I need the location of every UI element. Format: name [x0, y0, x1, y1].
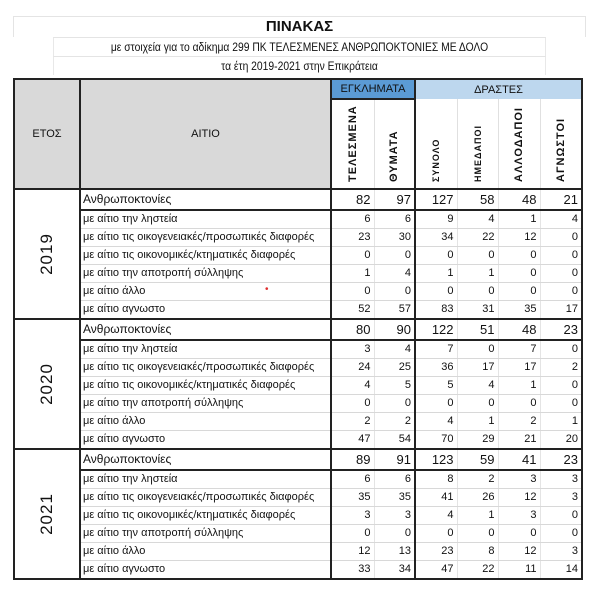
- table-row: [14, 247, 582, 265]
- value-cell: 89: [331, 449, 374, 470]
- table-row: [14, 301, 582, 320]
- table-row: [14, 525, 582, 543]
- value-cell: 47: [415, 561, 457, 580]
- value-cell: 6: [374, 470, 415, 489]
- value-cell: 0: [374, 525, 415, 543]
- cause-cell: Ανθρωποκτονίες: [80, 449, 331, 470]
- value-cell: 0: [498, 247, 540, 265]
- value-cell: 3: [540, 489, 582, 507]
- table-row: [14, 489, 582, 507]
- value-cell: 122: [415, 319, 457, 340]
- value-cell: 1: [498, 210, 540, 229]
- value-cell: 30: [374, 229, 415, 247]
- table-row: [14, 395, 582, 413]
- value-cell: 13: [374, 543, 415, 561]
- value-cell: 83: [415, 301, 457, 320]
- value-cell: 1: [540, 413, 582, 431]
- value-cell: 1: [457, 265, 498, 283]
- value-cell: 6: [331, 210, 374, 229]
- value-cell: 82: [331, 189, 374, 210]
- value-cell: 31: [457, 301, 498, 320]
- value-cell: 23: [331, 229, 374, 247]
- value-cell: 57: [374, 301, 415, 320]
- value-cell: 90: [374, 319, 415, 340]
- value-cell: 22: [457, 561, 498, 580]
- value-cell: 0: [540, 247, 582, 265]
- cause-cell: με αίτιο άλλο: [80, 283, 331, 301]
- value-cell: 2: [331, 413, 374, 431]
- value-cell: 21: [540, 189, 582, 210]
- value-cell: 17: [540, 301, 582, 320]
- table-row: [14, 543, 582, 561]
- table-title: ΠΙΝΑΚΑΣ: [13, 16, 586, 37]
- header-foreigners: ΑΛΛΟΔΑΠΟΙ: [498, 99, 540, 189]
- red-dot-mark: •: [265, 284, 269, 295]
- value-cell: 1: [498, 377, 540, 395]
- value-cell: 0: [415, 525, 457, 543]
- year-label: 2019: [36, 233, 56, 275]
- value-cell: 91: [374, 449, 415, 470]
- value-cell: 3: [374, 507, 415, 525]
- value-cell: 1: [415, 265, 457, 283]
- value-cell: 0: [457, 283, 498, 301]
- header-victims: ΘΥΜΑΤΑ: [374, 99, 415, 189]
- cause-cell: με αίτιο την αποτροπή σύλληψης: [80, 395, 331, 413]
- value-cell: 34: [415, 229, 457, 247]
- value-cell: 0: [457, 247, 498, 265]
- value-cell: 7: [415, 340, 457, 359]
- table-row: [14, 377, 582, 395]
- value-cell: 0: [457, 340, 498, 359]
- value-cell: 20: [540, 431, 582, 450]
- value-cell: 70: [415, 431, 457, 450]
- table-subtitle: με στοιχεία για το αδίκημα 299 ΠΚ ΤΕΛΕΣΜΕΝΕΣ ΑΝΘΡΩΠΟΚΤΟΝΙΕΣ ΜΕ ΔΟΛΟ: [53, 37, 546, 56]
- value-cell: 4: [457, 210, 498, 229]
- header-committed: ΤΕΛΕΣΜΕΝΑ: [331, 99, 374, 189]
- value-cell: 2: [457, 470, 498, 489]
- header-group-offenders: ΔΡΑΣΤΕΣ: [415, 79, 582, 99]
- year-cell: [14, 319, 80, 449]
- value-cell: 4: [457, 377, 498, 395]
- year-cell: [14, 449, 80, 579]
- value-cell: 4: [374, 265, 415, 283]
- value-cell: 3: [331, 507, 374, 525]
- table-row-total: [14, 189, 582, 210]
- value-cell: 9: [415, 210, 457, 229]
- cause-cell: με αίτιο την αποτροπή σύλληψης: [80, 265, 331, 283]
- value-cell: 7: [498, 340, 540, 359]
- table-row: [14, 340, 582, 359]
- value-cell: 127: [415, 189, 457, 210]
- cause-cell: με αίτιο τις οικογενειακές/προσωπικές διαφορές: [80, 489, 331, 507]
- cause-cell: Ανθρωποκτονίες: [80, 319, 331, 340]
- value-cell: 17: [498, 359, 540, 377]
- value-cell: 5: [415, 377, 457, 395]
- value-cell: 35: [374, 489, 415, 507]
- table-row: [14, 359, 582, 377]
- value-cell: 23: [540, 449, 582, 470]
- header-nationals: ΗΜΕΔΑΠΟΙ: [457, 99, 498, 189]
- value-cell: 0: [540, 525, 582, 543]
- year-cell: [14, 189, 80, 319]
- year-label: 2021: [36, 493, 56, 535]
- value-cell: 0: [540, 229, 582, 247]
- value-cell: 3: [540, 470, 582, 489]
- cause-cell: με αίτιο τις οικονομικές/κτηματικές διαφορές: [80, 507, 331, 525]
- value-cell: 24: [331, 359, 374, 377]
- value-cell: 0: [498, 283, 540, 301]
- value-cell: 47: [331, 431, 374, 450]
- value-cell: 48: [498, 319, 540, 340]
- value-cell: 6: [331, 470, 374, 489]
- value-cell: 4: [415, 507, 457, 525]
- value-cell: 25: [374, 359, 415, 377]
- value-cell: 14: [540, 561, 582, 580]
- value-cell: 48: [498, 189, 540, 210]
- cause-cell: με αίτιο αγνωστο: [80, 561, 331, 580]
- value-cell: 35: [331, 489, 374, 507]
- value-cell: 0: [540, 377, 582, 395]
- value-cell: 54: [374, 431, 415, 450]
- value-cell: 0: [415, 283, 457, 301]
- value-cell: 17: [457, 359, 498, 377]
- cause-cell: με αίτιο τις οικονομικές/κτηματικές διαφορές: [80, 247, 331, 265]
- year-label: 2020: [36, 363, 56, 405]
- value-cell: 0: [457, 525, 498, 543]
- value-cell: 3: [331, 340, 374, 359]
- cause-cell: με αίτιο την ληστεία: [80, 340, 331, 359]
- value-cell: 3: [498, 470, 540, 489]
- value-cell: 23: [415, 543, 457, 561]
- table-row-total: [14, 449, 582, 470]
- value-cell: 35: [498, 301, 540, 320]
- value-cell: 0: [498, 525, 540, 543]
- value-cell: 2: [498, 413, 540, 431]
- value-cell: 4: [540, 210, 582, 229]
- value-cell: 1: [457, 507, 498, 525]
- value-cell: 0: [331, 395, 374, 413]
- cause-cell: με αίτιο την ληστεία: [80, 210, 331, 229]
- value-cell: 12: [498, 543, 540, 561]
- cause-cell: με αίτιο τις οικονομικές/κτηματικές διαφορές: [80, 377, 331, 395]
- value-cell: 3: [498, 507, 540, 525]
- table-row: [14, 561, 582, 580]
- table-row: [14, 229, 582, 247]
- homicide-table: [13, 78, 583, 580]
- header-year: ΕΤΟΣ: [14, 79, 80, 189]
- table-row: [14, 283, 582, 301]
- header-cause: ΑΙΤΙΟ: [80, 79, 331, 189]
- table-row: [14, 265, 582, 283]
- value-cell: 58: [457, 189, 498, 210]
- value-cell: 0: [540, 283, 582, 301]
- cause-cell: με αίτιο τις οικογενειακές/προσωπικές διαφορές: [80, 229, 331, 247]
- value-cell: 0: [374, 395, 415, 413]
- value-cell: 123: [415, 449, 457, 470]
- value-cell: 0: [540, 340, 582, 359]
- table-row: [14, 210, 582, 229]
- value-cell: 59: [457, 449, 498, 470]
- value-cell: 11: [498, 561, 540, 580]
- header-group-crimes: ΕΓΚΛΗΜΑΤΑ: [331, 79, 415, 99]
- value-cell: 0: [374, 247, 415, 265]
- value-cell: 97: [374, 189, 415, 210]
- table-body: [14, 189, 582, 579]
- table-row: [14, 431, 582, 450]
- value-cell: 8: [415, 470, 457, 489]
- header-unknown: ΑΓΝΩΣΤΟΙ: [540, 99, 582, 189]
- value-cell: 4: [374, 340, 415, 359]
- value-cell: 21: [498, 431, 540, 450]
- value-cell: 0: [457, 395, 498, 413]
- value-cell: 26: [457, 489, 498, 507]
- value-cell: 0: [374, 283, 415, 301]
- value-cell: 22: [457, 229, 498, 247]
- value-cell: 0: [415, 247, 457, 265]
- value-cell: 1: [331, 265, 374, 283]
- value-cell: 51: [457, 319, 498, 340]
- value-cell: 6: [374, 210, 415, 229]
- cause-cell: με αίτιο την αποτροπή σύλληψης: [80, 525, 331, 543]
- cause-cell: με αίτιο άλλο: [80, 413, 331, 431]
- value-cell: 0: [498, 395, 540, 413]
- header-total: ΣΥΝΟΛΟ: [415, 99, 457, 189]
- value-cell: 0: [331, 525, 374, 543]
- cause-cell: με αίτιο την ληστεία: [80, 470, 331, 489]
- value-cell: 4: [331, 377, 374, 395]
- value-cell: 80: [331, 319, 374, 340]
- cause-cell: με αίτιο αγνωστο: [80, 301, 331, 320]
- value-cell: 36: [415, 359, 457, 377]
- cause-cell: με αίτιο άλλο: [80, 543, 331, 561]
- value-cell: 3: [540, 543, 582, 561]
- value-cell: 0: [331, 247, 374, 265]
- cause-cell: με αίτιο αγνωστο: [80, 431, 331, 450]
- value-cell: 2: [540, 359, 582, 377]
- table-row: [14, 470, 582, 489]
- value-cell: 0: [498, 265, 540, 283]
- value-cell: 2: [374, 413, 415, 431]
- report-sheet: [13, 16, 586, 580]
- value-cell: 29: [457, 431, 498, 450]
- table-period: τα έτη 2019-2021 στην Επικράτεια: [53, 56, 546, 75]
- value-cell: 0: [540, 265, 582, 283]
- value-cell: 4: [415, 413, 457, 431]
- value-cell: 12: [498, 229, 540, 247]
- value-cell: 41: [415, 489, 457, 507]
- value-cell: 34: [374, 561, 415, 580]
- value-cell: 23: [540, 319, 582, 340]
- table-row: [14, 413, 582, 431]
- value-cell: 0: [331, 283, 374, 301]
- value-cell: 0: [540, 507, 582, 525]
- value-cell: 52: [331, 301, 374, 320]
- value-cell: 0: [415, 395, 457, 413]
- value-cell: 8: [457, 543, 498, 561]
- table-row-total: [14, 319, 582, 340]
- value-cell: 12: [498, 489, 540, 507]
- cause-cell: με αίτιο τις οικογενειακές/προσωπικές διαφορές: [80, 359, 331, 377]
- value-cell: 41: [498, 449, 540, 470]
- value-cell: 0: [540, 395, 582, 413]
- value-cell: 5: [374, 377, 415, 395]
- value-cell: 12: [331, 543, 374, 561]
- value-cell: 33: [331, 561, 374, 580]
- cause-cell: Ανθρωποκτονίες: [80, 189, 331, 210]
- table-row: [14, 507, 582, 525]
- value-cell: 1: [457, 413, 498, 431]
